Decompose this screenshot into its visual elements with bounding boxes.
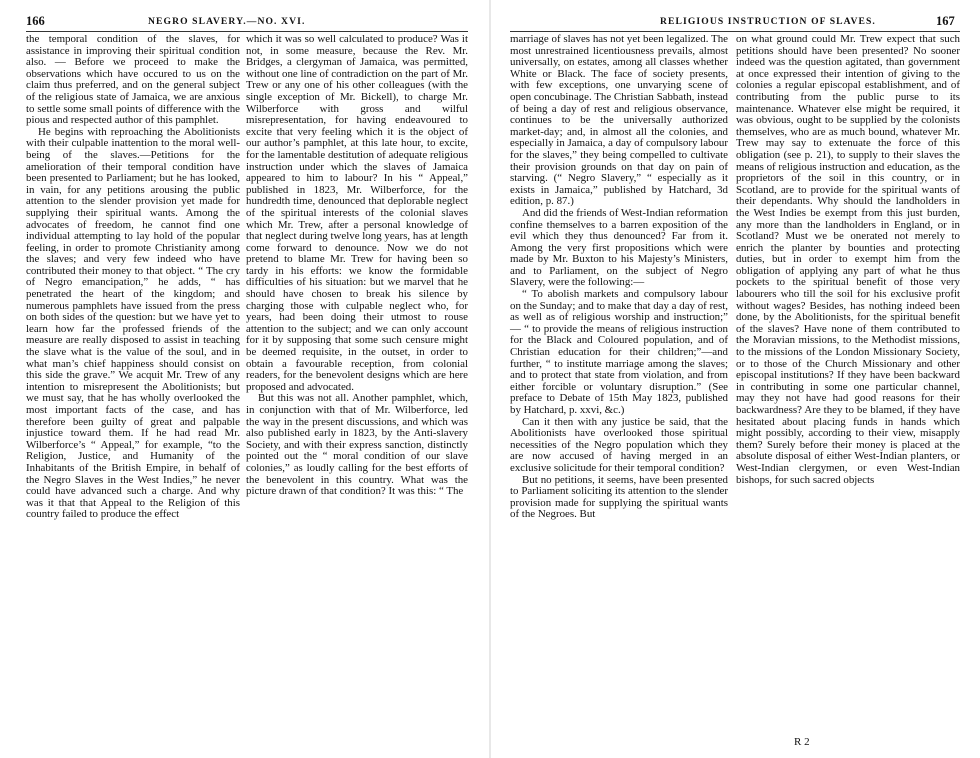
- paragraph: marriage of slaves has not yet been legalized. The most unrestrained licentiousness prevails, almost universally, on estates, among all classes whether White or Black. The face of society presents, with few exceptions, one unvarying scene of open concubinage. The Christian Sabbath, instead of being a day of rest and religious observance, continues to be the universally authorized market-day; and, in almost all the colonies, and especially in Jamaica, a day of compulsory labour for the slaves,” they being compelled to cultivate their provision grounds on that day on pain of starving. (“ Negro Slavery,” “ especially as it exists in Jamaica,” published by Hatchard, 3d edition, p. 87.): [510, 33, 728, 208]
- right-page: [490, 0, 980, 758]
- column-left: [26, 34, 240, 521]
- column-right: [736, 34, 960, 486]
- paragraph: He begins with reproaching the Abolitionists with their culpable inattention to the moral well-being of the slaves.—Petitions for the amelioration of their temporal condition have been presented to Parliament; but he has looked, in vain, for any petitions arousing the public attention to the slender provision yet made for supplying their spiritual wants. Among the advocates of freedom, he cannot find one individual attempting to lay hold of the popular feeling, in order to promote Christianity among the slaves; and very few indeed who have contributed their money to that object. “ The cry of Negro emancipation,” he adds, “ has penetrated the heart of the kingdom; and numerous pamphlets have issued from the press on both sides of the question: but we have yet to learn how far the professed friends of the measure are really disposed to assist in teaching the slave what is the value of the soul, and in what man’s chief happiness should consist on this side the grave.” We acquit Mr. Trew of any intention to misrepresent the Abolitionists; but we must say, that he has wholly overlooked the most important facts of the case, and has therefore been guilty of great and palpable injustice toward them. If he had read Mr. Wilberforce’s “ Appeal,” for example, “to the Religion, Justice, and Humanity of the Inhabitants of the British Empire, in behalf of the Negro Slaves in the West Indies,” he never could have advanced such a charge. And why was it that that Appeal to the Religion of this country failed to produce the effect: [26, 125, 240, 521]
- running-head: NEGRO SLAVERY.—NO. XVI.: [148, 16, 306, 27]
- page-number: 167: [936, 14, 955, 28]
- header-rule: [26, 31, 468, 32]
- column-left: [510, 34, 728, 521]
- paragraph: the temporal condition of the slaves, for assistance in improving their spiritual condition also. — Before we proceed to make the observations which have occured to us on the claim thus preferred, and on the general subject of the religious state of Jamaica, we are anxious to settle some small points of difference with the pious and respected author of this pamphlet.: [26, 33, 240, 127]
- paragraph: But no petitions, it seems, have been presented to Parliament soliciting its attention to the slender provision made for supplying the spiritual wants of the Negroes. But: [510, 473, 728, 521]
- printer-signature: R 2: [794, 736, 810, 748]
- paragraph: Can it then with any justice be said, that the Abolitionists have overlooked those spiritual necessities of the Negro population which they are now accused of having merged in an exclusive solicitude for their temporal condition?: [510, 415, 728, 474]
- running-head: RELIGIOUS INSTRUCTION OF SLAVES.: [660, 16, 876, 27]
- paragraph: “ To abolish markets and compulsory labour on the Sunday; and to make that day a day of rest, as well as of religious worship and instruction;” — “ to provide the means of religious instruction for the Black and Coloured population, and of Christian education for their children;”—and further, “ to institute marriage among the slaves; and to protect that state from violation, and from either forcible or voluntary disruption.” (See preface to Debate of 15th May 1823, published by Hatchard, p. xxvi, &c.): [510, 288, 728, 416]
- page-number: 166: [26, 14, 45, 28]
- paragraph: But this was not all. Another pamphlet, which, in conjunction with that of Mr. Wilberforce, led the way in the present discussions, and which was also published early in 1823, by the Anti-slavery Society, and with their express sanction, distinctly pointed out the “ moral condition of our slave colonies,” as loudly calling for the best efforts of the benevolent in this country. What was the picture drawn of that condition? It was this: “ The: [246, 392, 468, 498]
- paragraph: which it was so well calculated to produce? Was it not, in some measure, because the Rev. Mr. Bridges, a clergyman of Jamaica, was permitted, without one line of contradiction on the part of Mr. Trew or any one of his other colleagues (with the single exception of Mr. Bickell), to charge Mr. Wilberforce with gross and wilful misrepresentation, for having endeavoured to excite that very feeling which it is the object of our author’s pamphlet, at this late hour, to excite, for the lamentable destitution of adequate religious instruction under which the slaves of Jamaica appeared to him to labour? In his “ Appeal,” published in 1823, Mr. Wilberforce, for the hundredth time, denounced that deplorable neglect of the spiritual interests of the colonial slaves which Mr. Trew, after a personal knowledge of that neglect during twelve long years, has at length come forward to denounce. Now we do not pretend to blame Mr. Trew for having been so tardy in his efforts: we know the formidable difficulties of his situation: but we marvel that he should have chosen to break his silence by charging those with culpable neglect who, for years, had been doing their utmost to rouse attention to the subject; and we can only account for it by supposing that some such censure might be deemed requisite, in the outset, in order to obtain a favourable reception, from colonial readers, for the benevolent designs which are here proposed and advocated.: [246, 33, 468, 393]
- header-rule: [510, 31, 960, 32]
- paragraph: on what ground could Mr. Trew expect that such petitions should have been presented? No sooner indeed was the question agitated, than government at once expressed their intention of giving to the colonies a regular episcopal establishment, and of contributing from the public purse to its maintenance. Whatever else might be required, it was obvious, ought to be supplied by the colonists themselves, who are as much bound, whatever Mr. Trew may say to extenuate the force of this obligation (see p. 21), to supply to their slaves the means of religious instruction and education, as the proprietors of the soil in this country, or in Scotland, are to provide for the spiritual wants of their dependants. Why should the landholders in the West Indies be exempt from this just burden, any more than the landholders in England, or in Scotland? Must we be onerated not merely to enrich the planter by bounties and protecting duties, but in order to exempt him from the obligation of applying any part of what he thus pockets to the spiritual benefit of those very labourers who till the soil for his exclusive profit without wages? Besides, has nothing indeed been done, by the Abolitionists, for the spiritual benefit of the slaves? Have none of them contributed to the Moravian missions, to the Methodist missions, to the missions of the London Missionary Society, or to those of the Church Missionary and other episcopal institutions? If they have been backward in contributing in some one particular channel, may they not have had good reasons for their backwardness? Are they to be blamed, if they have hesitated about placing funds in hands which might possibly, according to their view, misapply them? Surely before their money is placed at the absolute disposal of either West-Indian planters, or West-Indian clergymen, or even West-Indian bishops, for such sacred objects: [736, 33, 960, 486]
- column-right: [246, 34, 468, 498]
- paragraph: And did the friends of West-Indian reformation confine themselves to a barren exposition of the evil which they thus denounced? Far from it. Among the very first propositions which were made by Mr. Buxton to his Majesty’s Ministers, and to Parliament, on the subject of Negro Slavery, were the following:—: [510, 206, 728, 289]
